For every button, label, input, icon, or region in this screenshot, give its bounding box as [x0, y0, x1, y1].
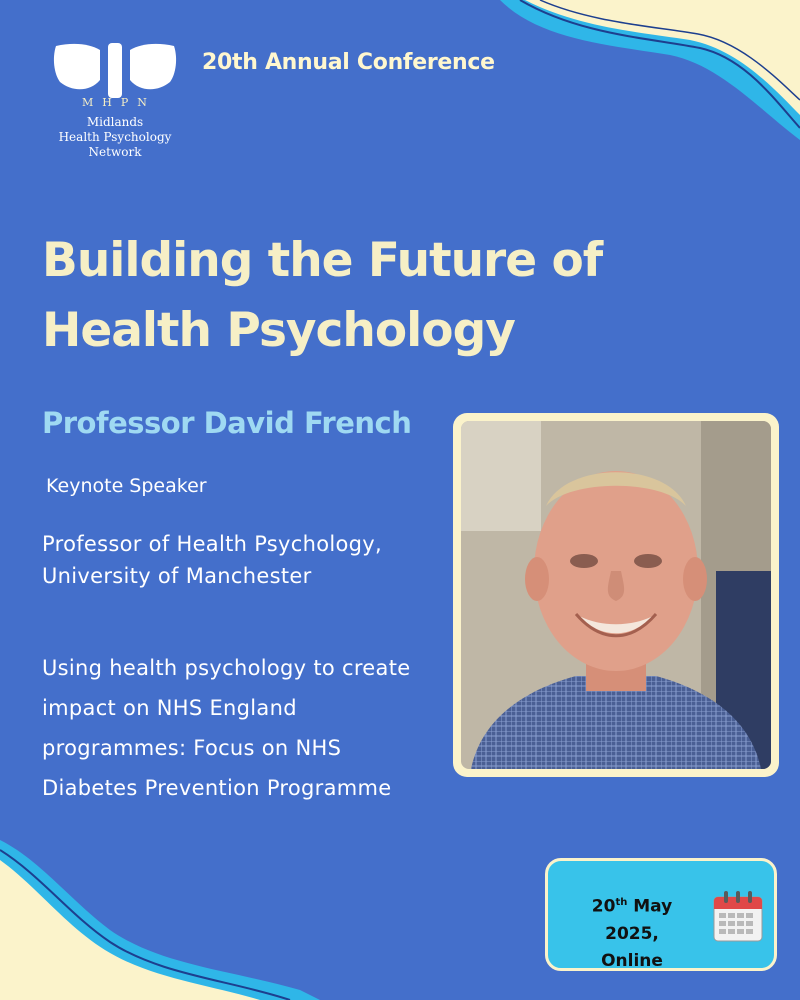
calendar-icon: [712, 889, 764, 943]
speaker-affiliation: Professor of Health Psychology, University of Manchester: [42, 532, 382, 588]
mhpn-logo: [40, 40, 190, 160]
event-mode: Online: [601, 950, 663, 971]
poster-title-line: Health Psychology: [42, 303, 515, 358]
organization-name-line: Midlands: [86, 115, 144, 129]
event-date: [562, 889, 702, 948]
event-day: 20: [591, 896, 616, 917]
organization-name-line: Health Psychology: [58, 130, 172, 144]
speaker-photo-frame: [453, 413, 779, 777]
organization-name: [40, 115, 190, 160]
talk-title: Using health psychology to create impact on NHS England programmes: Focus on NHS Diabetes Prevention Programme: [42, 656, 411, 800]
top-right-wave-decoration: [470, 0, 800, 170]
bottom-left-wave-decoration: [0, 830, 360, 1000]
speaker-name: Professor David French: [42, 406, 412, 440]
event-month-year: May 2025,: [605, 896, 673, 944]
poster-title: [42, 226, 742, 366]
event-date-text: [562, 889, 702, 975]
conference-heading: 20th Annual Conference: [202, 50, 495, 75]
organization-name-line: Network: [88, 145, 142, 159]
psi-logo-icon: [50, 40, 180, 98]
logo-letters: MHPN: [82, 96, 156, 109]
speaker-role: Keynote Speaker: [46, 475, 207, 497]
poster-title-line: Building the Future of: [42, 233, 603, 288]
event-date-box: [545, 858, 777, 971]
speaker-photo: [461, 421, 771, 769]
event-day-suffix: th: [615, 897, 628, 908]
